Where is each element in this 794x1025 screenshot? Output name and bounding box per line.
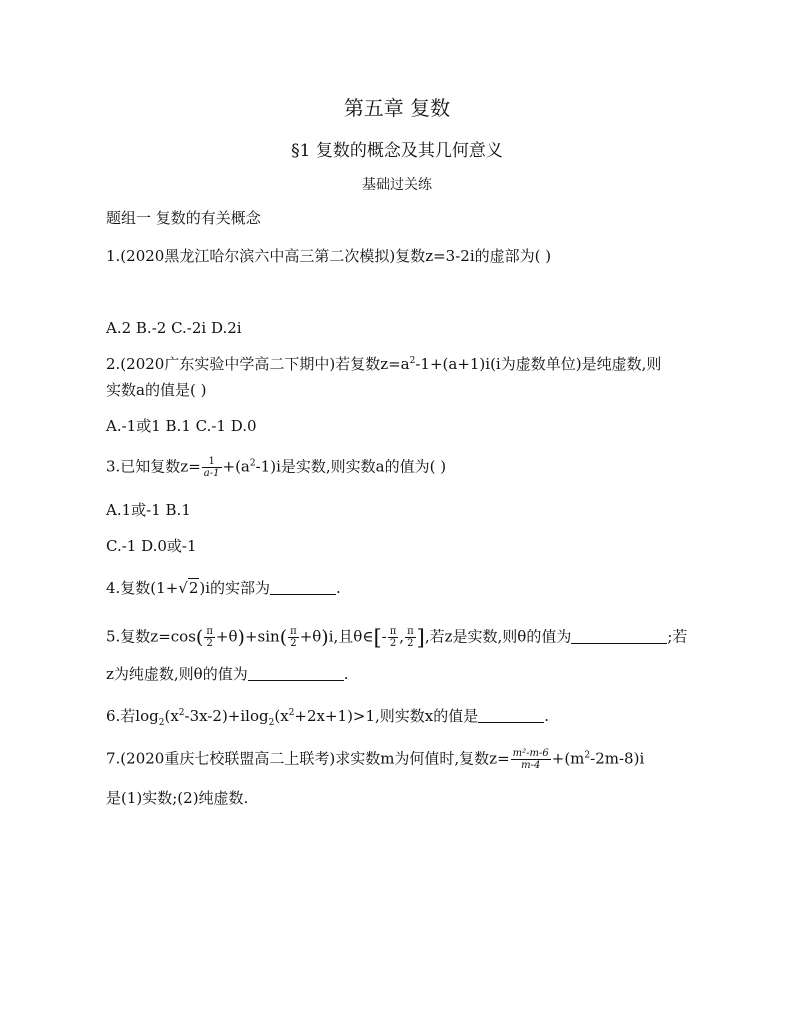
question-1: 1.(2020黑龙江哈尔滨六中高三第二次模拟)复数z=3-2i的虚部为( ) xyxy=(106,247,552,265)
question-3-options-2: C.-1 D.0或-1 xyxy=(106,537,197,555)
q5-part3: ,且θ∈ xyxy=(333,627,374,646)
q5-frac-1: $\frac{\pi}{2}$ xyxy=(206,626,213,649)
q2-sup: 2 xyxy=(409,356,416,366)
q3-fraction xyxy=(202,456,222,479)
q6-e: +2x+1)>1,则实数x的值是 xyxy=(294,707,479,725)
q3-suffix-b: -1)i是实数,则实数a的值为( ) xyxy=(255,457,447,476)
q4-suffix: )i的实部为 xyxy=(199,579,271,597)
q4-answer-blank[interactable] xyxy=(270,580,336,595)
q6-end: . xyxy=(544,707,550,725)
q3-frac-num: 1 xyxy=(202,456,222,468)
q6-c: -3x-2)+ilog xyxy=(184,707,269,725)
q5-end: . xyxy=(343,665,349,683)
chapter-title: 第五章 复数 xyxy=(343,96,451,120)
q5-answer-blank-1[interactable] xyxy=(571,629,667,644)
question-5-line-1: 5.复数z=cos( $\frac{\pi}{2}$ +θ)+sin( $\frac{\pi}{2}$ +θ)i,且θ∈[- $\frac{\pi}{2}$ , $\frac{\pi}{2}$ ],若z是实数,则θ的值为 ;若 xyxy=(106,625,688,650)
section-title: §1 复数的概念及其几何意义 xyxy=(291,141,503,161)
question-3-options-1: A.1或-1 B.1 xyxy=(106,501,191,519)
q7-fraction: $\frac{\text{m²-m-6}}{m-4}$ xyxy=(512,748,549,771)
q4-prefix: 4.复数(1+ xyxy=(106,579,179,597)
question-2-line-2: 实数a的值是( ) xyxy=(106,381,207,399)
q7-suffix-a: +(m xyxy=(551,749,585,768)
q5-part2: +sin xyxy=(244,627,280,646)
q7-prefix: 7.(2020重庆七校联盟高二上联考)求实数m为何值时,复数z= xyxy=(106,749,510,768)
q4-root: 2 xyxy=(188,579,199,597)
q4-end: . xyxy=(336,579,341,597)
q2-prefix: 2.(2020广东实验中学高二下期中)若复数z=a xyxy=(106,355,410,373)
question-4: 4.复数(1+√2)i的实部为 . xyxy=(106,579,341,597)
q3-suffix-a: +(a xyxy=(222,457,250,476)
q3-frac-den: a-1 xyxy=(203,468,220,479)
question-2-line-1 xyxy=(106,354,661,374)
q5-part4: ,若z是实数,则θ的值为 xyxy=(424,627,572,646)
q6-b: (x xyxy=(164,707,179,725)
question-2-options: A.-1或1 B.1 C.-1 D.0 xyxy=(106,417,257,435)
q6-a: 6.若log xyxy=(106,707,159,725)
question-7-line-2: 是(1)实数;(2)纯虚数. xyxy=(106,789,249,807)
q3-prefix: 3.已知复数z= xyxy=(106,457,201,476)
question-3 xyxy=(106,456,446,479)
q7-suffix-b: -2m-8)i xyxy=(590,749,645,768)
q5-prefix: 5.复数z=cos xyxy=(106,627,196,646)
question-1-options: A.2 B.-2 C.-2i D.2i xyxy=(106,319,242,337)
q6-answer-blank[interactable] xyxy=(478,708,544,723)
group-heading: 题组一 复数的有关概念 xyxy=(106,209,261,227)
q5-part5: ;若 xyxy=(667,627,688,646)
q5-frac-2: $\frac{\pi}{2}$ xyxy=(290,626,297,649)
question-7-line-1: 7.(2020重庆七校联盟高二上联考)求实数m为何值时,复数z= $\frac{\text{m²-m-6}}{m-4}$ $+(m^2-2m-8)i$ xyxy=(106,748,645,771)
question-6: 6.若$\log_2(x^2-3x-2)+ilog_2(x^2+2x+1)>1$,则实数x的值是 . xyxy=(106,707,550,728)
q6-d: (x xyxy=(274,707,289,725)
practice-subtitle: 基础过关练 xyxy=(362,177,432,193)
q5-line2: z为纯虚数,则θ的值为 xyxy=(106,665,248,683)
question-5-line-2 xyxy=(106,664,348,684)
q3-sup: 2 xyxy=(249,458,256,469)
q5-range-b: $\frac{\pi}{2}$ xyxy=(407,626,414,649)
q5-range-a: $\frac{\pi}{2}$ xyxy=(389,626,397,649)
q2-suffix: -1+(a+1)i(i为虚数单位)是纯虚数,则 xyxy=(415,355,662,373)
q5-answer-blank-2[interactable] xyxy=(248,666,344,681)
